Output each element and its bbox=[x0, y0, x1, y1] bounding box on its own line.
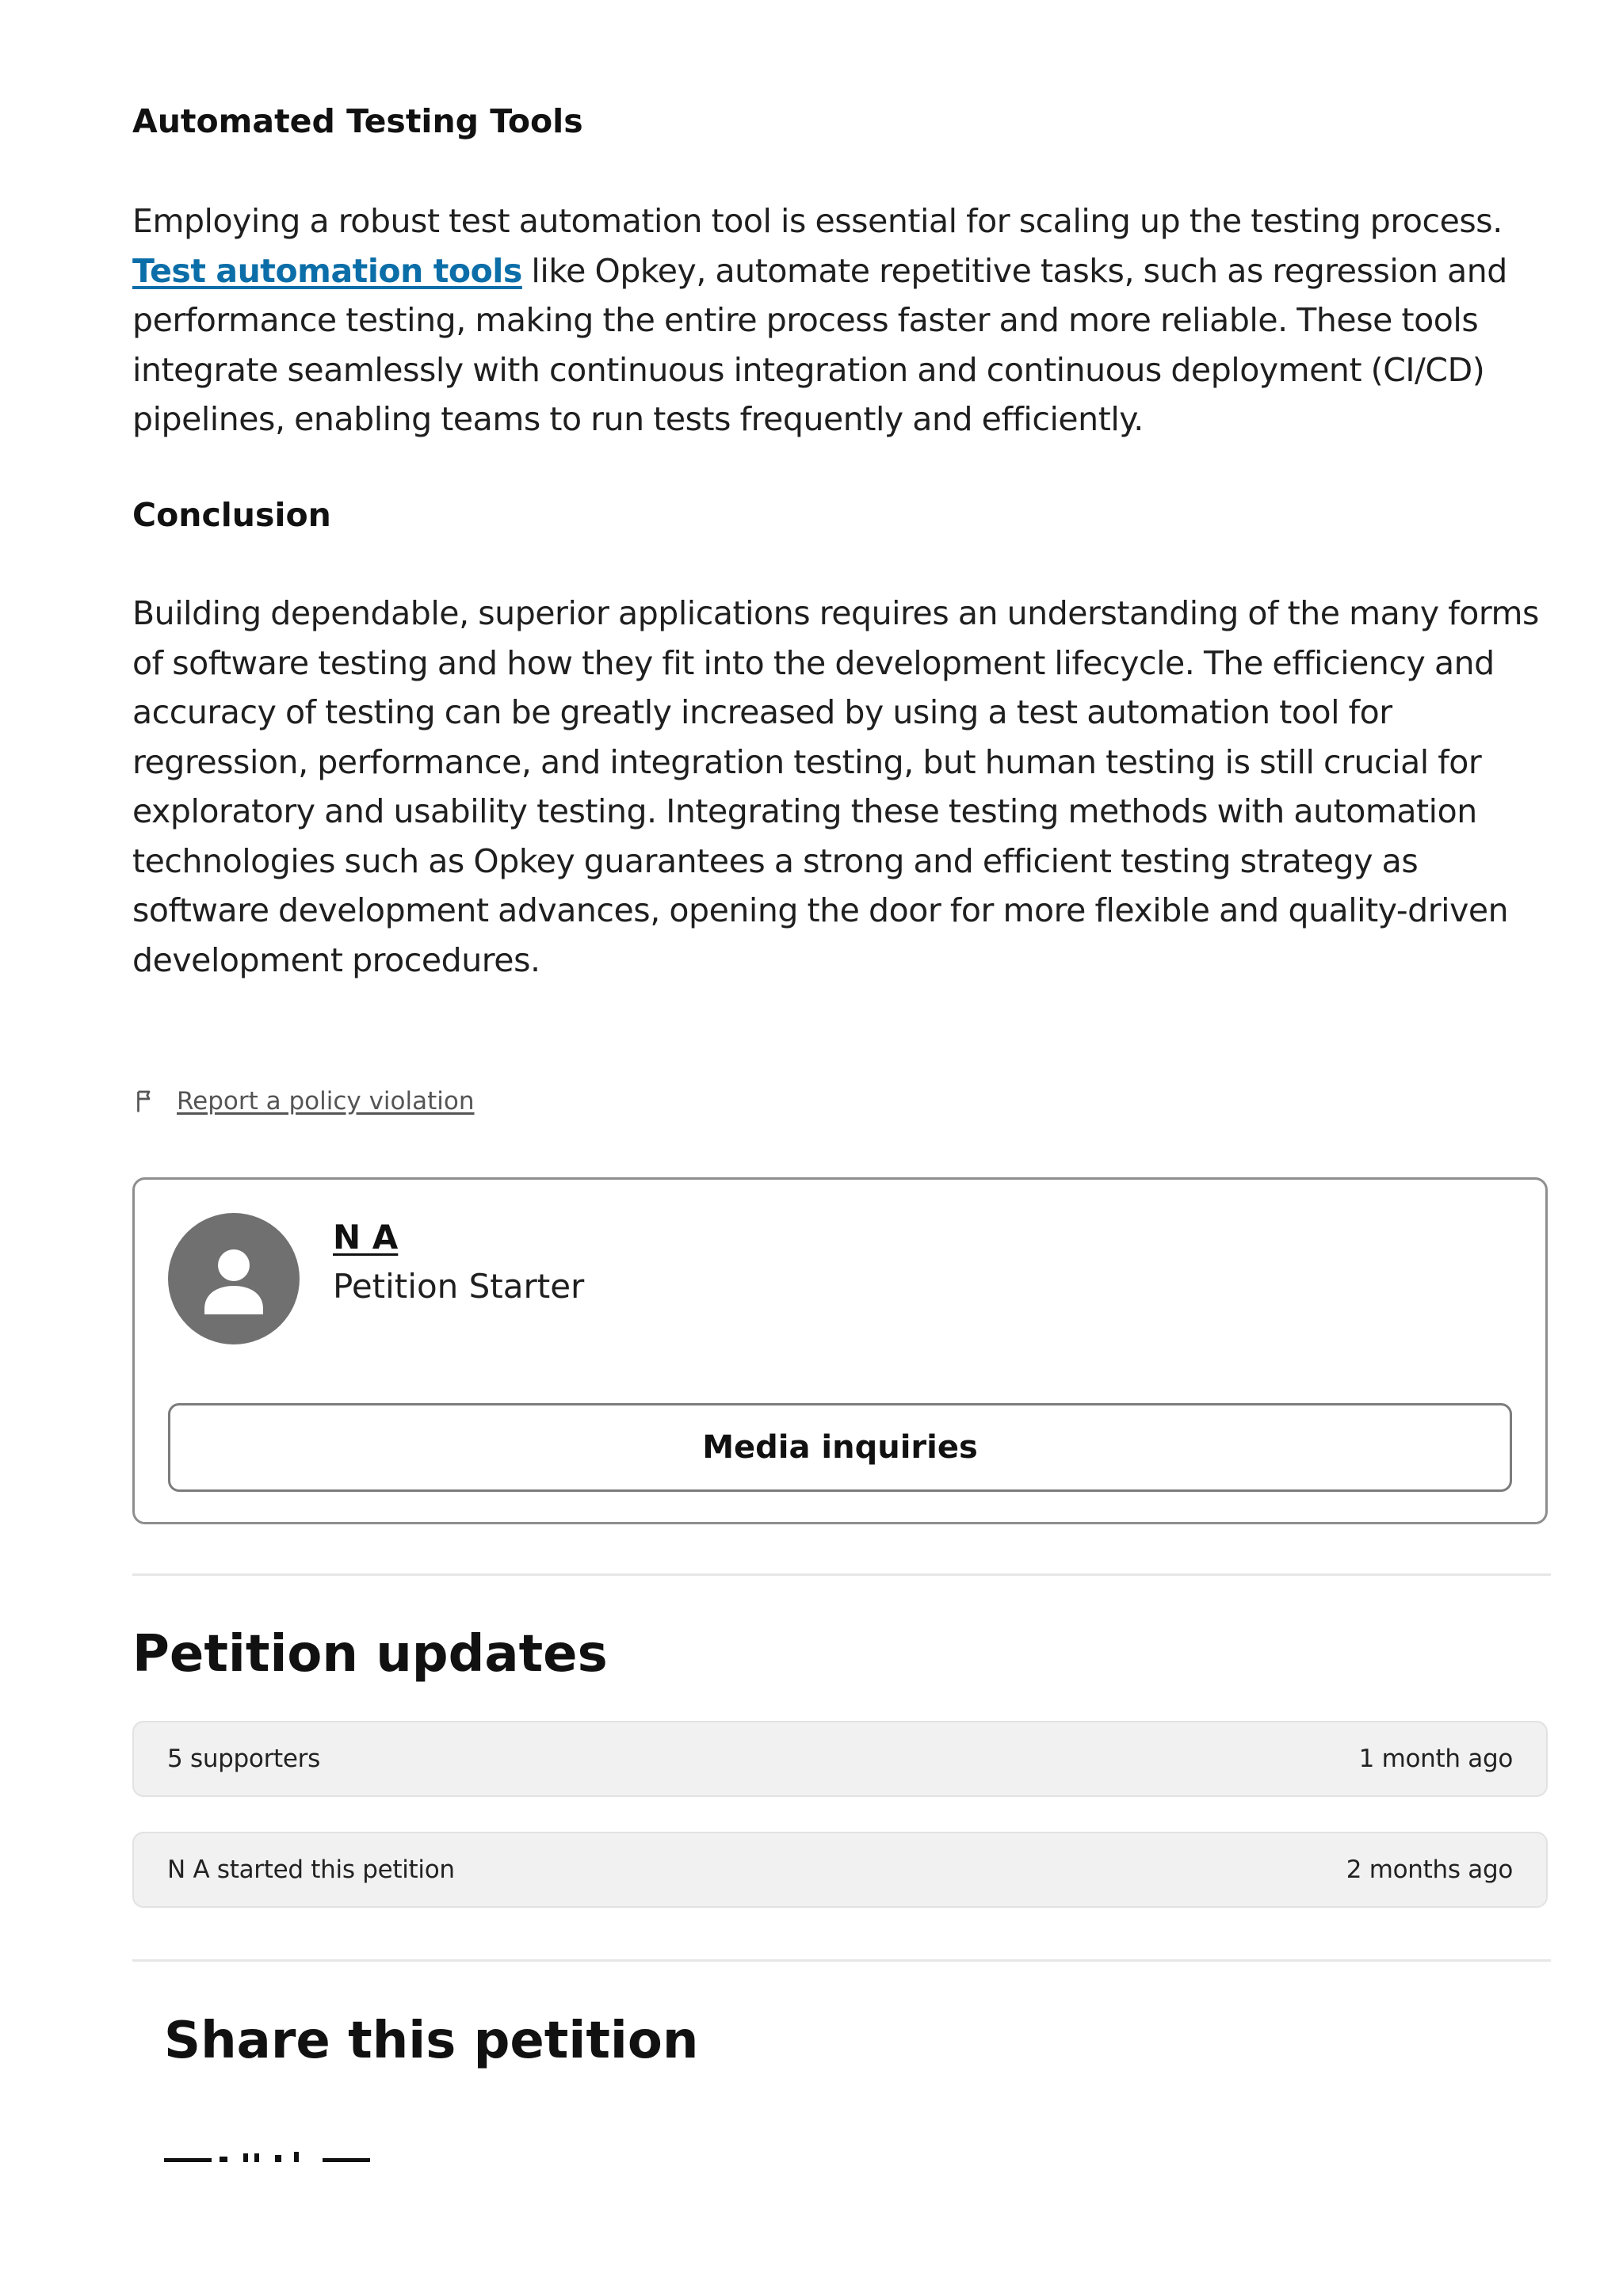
automation-heading: Automated Testing Tools bbox=[132, 102, 583, 140]
petition-updates-heading: Petition updates bbox=[132, 1625, 608, 1684]
divider bbox=[132, 1959, 1551, 1962]
report-policy-violation-link[interactable]: Report a policy violation bbox=[177, 1087, 475, 1116]
update-text: N A started this petition bbox=[167, 1855, 455, 1884]
petition-starter-card bbox=[132, 1177, 1548, 1524]
divider bbox=[132, 1573, 1551, 1576]
conclusion-paragraph: Building dependable, superior applications requires an understanding of the many forms of software testing and how they fit into the development lifecycle. The efficiency and accuracy of testing can be greatly increased by using a test automation tool for regression, performance, and integration testing, but human testing is still crucial for exploratory and usability testing. Integrating these testing methods with automation technologies such as Opkey guarantees a strong and efficient testing strategy as software development advances, opening the door for more flexible and quality-driven development procedures. bbox=[132, 594, 1539, 979]
update-row bbox=[132, 1721, 1548, 1797]
person-icon bbox=[168, 1213, 300, 1344]
share-buttons-row bbox=[164, 2149, 378, 2163]
automation-paragraph-start: Employing a robust test automation tool is essential for scaling up the testing process. bbox=[132, 202, 1503, 240]
starter-name-link[interactable]: N A bbox=[333, 1218, 399, 1257]
flag-icon bbox=[132, 1087, 161, 1116]
starter-role: Petition Starter bbox=[333, 1267, 585, 1306]
update-time: 1 month ago bbox=[1358, 1745, 1513, 1773]
avatar bbox=[168, 1213, 300, 1344]
test-automation-tools-link[interactable]: Test automation tools bbox=[132, 251, 522, 290]
update-text: 5 supporters bbox=[167, 1745, 320, 1773]
automation-paragraph-end: like Opkey, automate repetitive tasks, such as regression and performance testing, making the entire process faster and more reliable. These tools integrate seamlessly with continuous integration and continuous deployment (CI/CD) pipelines, enabling teams to run tests frequently and efficiently. bbox=[132, 251, 1507, 438]
conclusion-heading: Conclusion bbox=[132, 496, 331, 534]
update-time: 2 months ago bbox=[1346, 1855, 1513, 1884]
media-inquiries-button[interactable]: Media inquiries bbox=[168, 1403, 1512, 1492]
update-row bbox=[132, 1832, 1548, 1908]
share-petition-heading: Share this petition bbox=[164, 2012, 699, 2070]
report-policy-violation[interactable] bbox=[132, 1085, 475, 1117]
automation-paragraph bbox=[132, 196, 1551, 444]
